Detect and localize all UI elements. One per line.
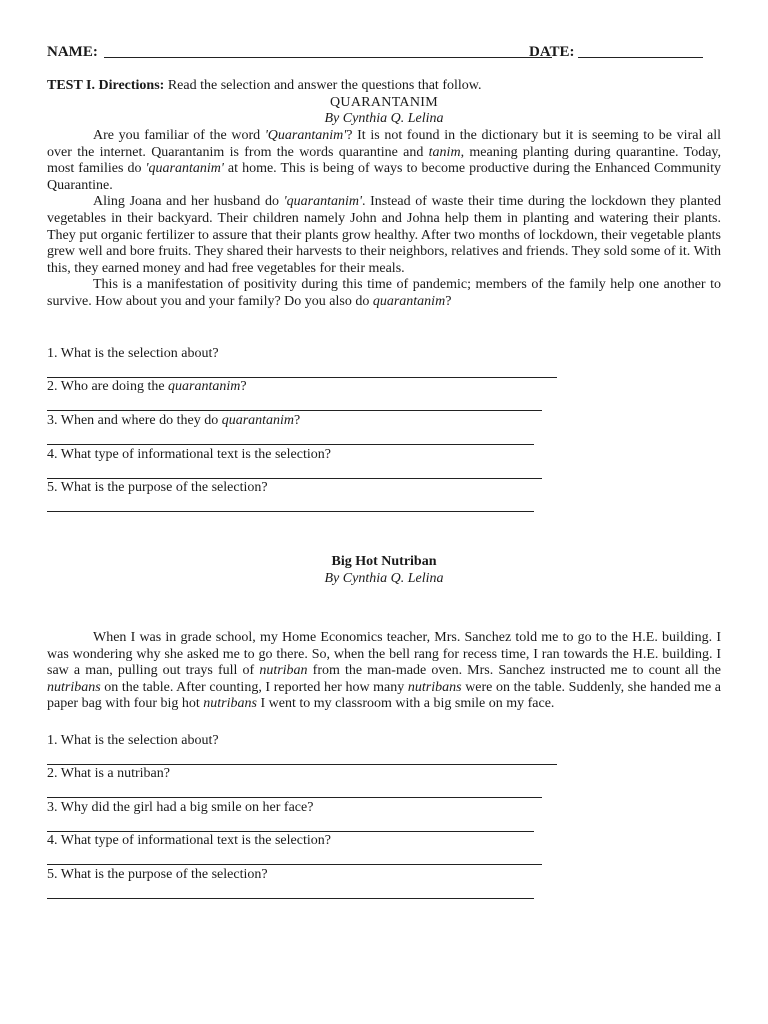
italic-term: quarantanim: [372, 293, 446, 309]
text-run: 5. What is the purpose of the selection?: [47, 480, 268, 495]
text-run: 5. What is the purpose of the selection?: [47, 867, 268, 882]
text-run: When I was in grade school, my Home Economics teacher, Mrs. Sanchez told me to go to the H.E. building. I was wondering why she asked me to go there. So, when the bell rang for recess time, I ran towards the H.E. building. I saw a man, pulling out trays full of: [47, 630, 721, 679]
answer-line[interactable]: [47, 864, 542, 865]
text-run: This is a manifestation of positivity during this time of pandemic; members of the family help one another to survive. How about you and your family? Do you also do: [47, 277, 721, 309]
answer-line[interactable]: [47, 831, 534, 832]
text-run: 2. Who are doing the: [47, 379, 169, 394]
text-run: 1. What is the selection about?: [47, 346, 219, 361]
italic-term: tanim: [428, 144, 461, 160]
selection1-title: QUARANTANIM: [330, 95, 438, 110]
selection2-question-3: [47, 800, 313, 816]
selection1-paragraph: [47, 128, 721, 194]
date-label: DATE:: [529, 44, 575, 60]
italic-term: 'quarantanim': [283, 194, 362, 210]
text-run: ?: [240, 379, 247, 394]
selection2-body: [47, 630, 721, 713]
text-run: ?: [294, 413, 301, 428]
text-run: on the table. After counting, I reported her how many: [100, 679, 408, 695]
text-run: at home. This is being of ways to become productive during the Enhanced Community Quarantine.: [47, 161, 721, 193]
text-run: 2. What is a nutriban?: [47, 766, 170, 781]
test-instruction: Read the selection and answer the questions that follow.: [167, 78, 482, 93]
answer-line[interactable]: [47, 377, 557, 378]
answer-line[interactable]: [47, 898, 534, 899]
italic-term: quarantanim: [168, 379, 241, 394]
italic-term: quarantanim: [221, 413, 295, 428]
text-run: 4. What type of informational text is the selection?: [47, 833, 331, 848]
answer-line[interactable]: [47, 797, 542, 798]
date-blank[interactable]: [578, 57, 703, 58]
selection1-question-4: [47, 447, 331, 463]
selection2-author: By Cynthia Q. Lelina: [324, 571, 444, 586]
text-run: 3. When and where do they do: [47, 413, 222, 428]
selection2-question-2: [47, 766, 170, 782]
selection2-question-5: [47, 867, 268, 883]
answer-line[interactable]: [47, 764, 557, 765]
selection1-question-3: [47, 413, 300, 429]
italic-term: nutribans: [407, 679, 462, 695]
text-run: ?: [445, 293, 452, 309]
selection2-question-4: [47, 833, 331, 849]
text-run: 3. Why did the girl had a big smile on her face?: [47, 800, 314, 815]
text-run: ? It is not found in the dictionary but it is seeming to be viral all over the internet. Quarantanim is from the words quarantine and: [47, 128, 721, 160]
italic-term: nutribans: [203, 696, 257, 712]
selection2-paragraph: [47, 630, 721, 713]
selection1-question-2: [47, 379, 247, 395]
text-run: Aling Joana and her husband do: [93, 194, 284, 210]
selection1-author: By Cynthia Q. Lelina: [324, 111, 444, 126]
italic-term: 'Quarantanim': [264, 128, 347, 143]
test-label: TEST I. Directions:: [47, 78, 165, 93]
text-run: 1. What is the selection about?: [47, 733, 219, 748]
italic-term: nutriban: [259, 663, 308, 679]
name-blank[interactable]: [104, 57, 552, 58]
test-directions: [47, 78, 481, 94]
italic-term: nutribans: [47, 679, 101, 695]
text-run: 4. What type of informational text is the selection?: [47, 447, 331, 462]
text-run: were on the table. Suddenly, she handed me a paper bag with four big hot: [47, 679, 721, 712]
italic-term: 'quarantanim': [145, 161, 224, 177]
selection1-question-5: [47, 480, 268, 496]
selection1-paragraph: [47, 194, 721, 277]
name-label: NAME:: [47, 44, 98, 60]
answer-line[interactable]: [47, 511, 534, 512]
answer-line[interactable]: [47, 478, 542, 479]
text-run: from the man-made oven. Mrs. Sanchez instructed me to count all the: [307, 663, 722, 679]
selection1-paragraph: [47, 277, 721, 310]
answer-line[interactable]: [47, 444, 534, 445]
text-run: , meaning planting during quarantine. Today, most families do: [47, 144, 721, 177]
answer-line[interactable]: [47, 410, 542, 411]
text-run: I went to my classroom with a big smile on my face.: [256, 696, 555, 712]
selection2-title: Big Hot Nutriban: [331, 554, 437, 569]
selection2-question-1: [47, 733, 219, 749]
text-run: . Instead of waste their time during the lockdown they planted vegetables in their backyard. Their children namely John and Johna help them in planting and watering their plants. They put organic fertilizer to assure that their plants grow healthy. After two months of lockdown, their vegetable plants grew well and bore fruits. They shared their harvests to their neighbors, relatives and friends. They sold some of it. With this, they earned money and had free vegetables for their meals.: [47, 194, 721, 276]
selection1-body: [47, 128, 721, 311]
header-row: [47, 42, 707, 66]
selection1-question-1: [47, 346, 219, 362]
text-run: Are you familiar of the word: [93, 128, 265, 143]
